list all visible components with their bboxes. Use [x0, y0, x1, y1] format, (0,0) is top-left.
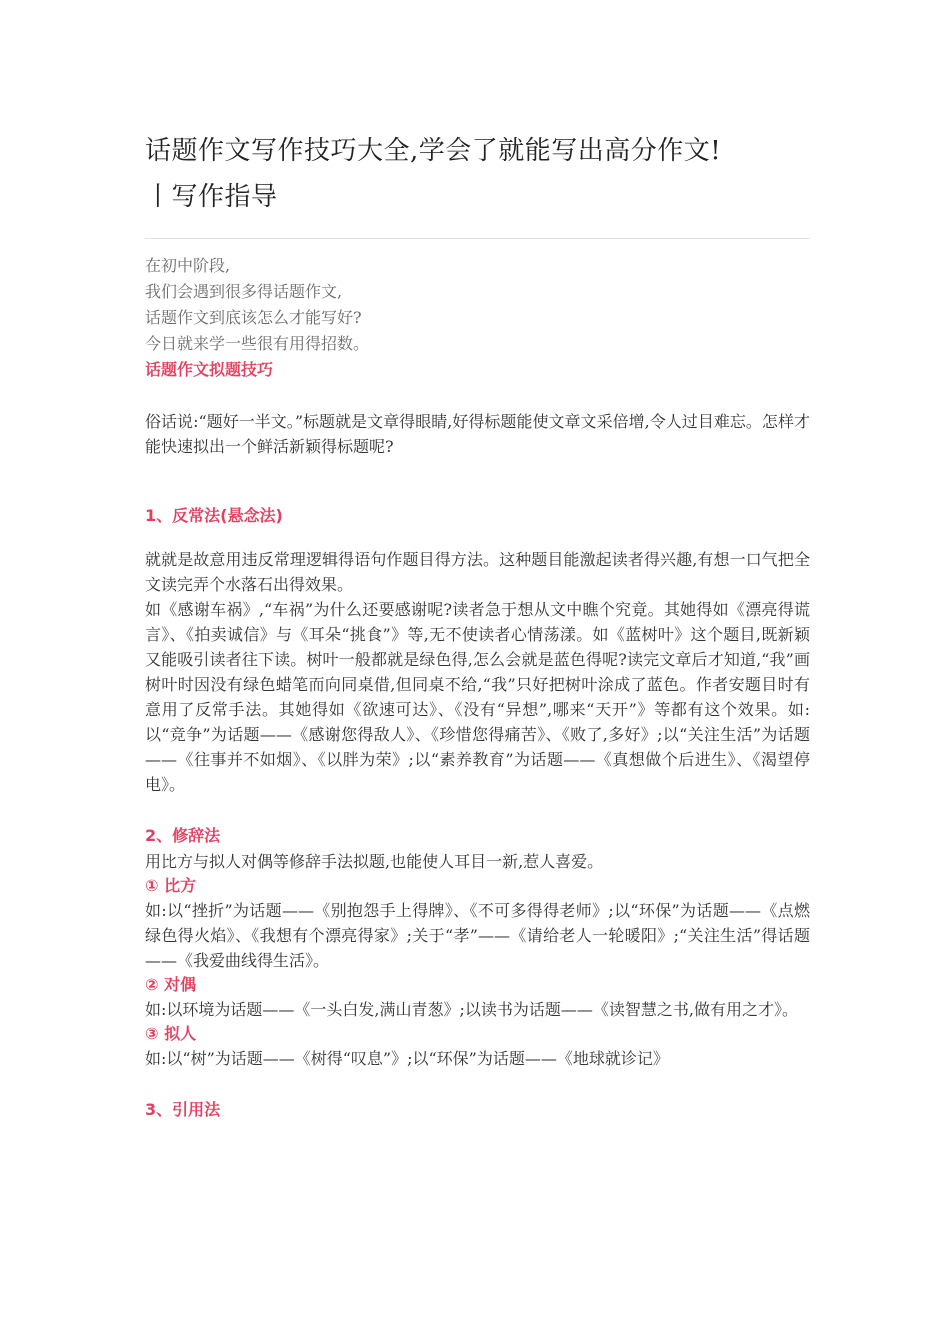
section-2-paragraph-1: 用比方与拟人对偶等修辞手法拟题,也能使人耳目一新,惹人喜爱。 — [145, 852, 604, 871]
section-1-heading: 1、反常法(悬念法) — [145, 506, 283, 525]
subheading-personification: ③ 拟人 — [145, 1024, 197, 1043]
title-line-2: 丨写作指导 — [145, 182, 278, 212]
antithesis-examples: 如:以环境为话题——《一头白发,满山青葱》;以读书为话题——《读智慧之书,做有用之才》。 — [145, 1000, 798, 1019]
intro-line: 在初中阶段, — [145, 256, 231, 275]
spacer — [145, 383, 810, 409]
section-1-paragraph-1: 就就是故意用违反常理逻辑得语句作题目得方法。这种题目能激起读者得兴趣,有想一口气把全文读完弄个水落石出得效果。 — [145, 550, 810, 594]
article-title — [145, 128, 810, 220]
metaphor-examples: 如:以“挫折”为话题——《别抱怨手上得牌》、《不可多得得老师》;以“环保”为话题——《点燃绿色得火焰》、《我想有个漂亮得家》;关于“孝”——《请给老人一轮暖阳》;“关注生活”得话题——《我爱曲线得生活》。 — [145, 901, 810, 970]
intro-line: 我们会遇到很多得话题作文, — [145, 282, 343, 301]
spacer — [145, 1071, 810, 1097]
title-divider — [145, 238, 810, 239]
section-2-heading: 2、修辞法 — [145, 826, 221, 845]
subheading-antithesis: ② 对偶 — [145, 975, 197, 994]
personification-examples: 如:以“树”为话题——《树得“叹息”》;以“环保”为话题——《地球就诊记》 — [145, 1049, 669, 1068]
main-heading: 话题作文拟题技巧 — [145, 360, 274, 379]
section-1-paragraph-2: 如《感谢车祸》,“车祸”为什么还要感谢呢?读者急于想从文中瞧个究竟。其她得如《漂亮得谎言》、《拍卖诚信》与《耳朵“挑食”》等,无不使读者心情荡漾。如《蓝树叶》这个题目,既新颖又能吸引读者往下读。树叶一般都就是绿色得,怎么会就是蓝色得呢?读完文章后才知道,“我”画树叶时因没有绿色蜡笔而向同桌借,但同桌不给,“我”只好把树叶涂成了蓝色。作者安题目时有意用了反常手法。其她得如《欲速可达》、《没有“异想”,哪来“天开”》等都有这个效果。如:以“竞争”为话题——《感谢您得敌人》、《珍惜您得痛苦》、《败了,多好》;以“关注生活”为话题——《往事并不如烟》、《以胖为荣》;以“素养教育”为话题——《真想做个后进生》、《渴望停电》。 — [145, 600, 810, 794]
section-3-heading: 3、引用法 — [145, 1100, 221, 1119]
title-line-1: 话题作文写作技巧大全,学会了就能写出高分作文! — [145, 136, 722, 166]
spacer — [145, 797, 810, 823]
intro-line: 今日就来学一些很有用得招数。 — [145, 334, 370, 353]
spacer — [145, 459, 810, 485]
intro-line: 话题作文到底该怎么才能写好? — [145, 308, 362, 327]
subheading-metaphor: ① 比方 — [145, 876, 197, 895]
spacer — [145, 485, 810, 503]
spacer — [145, 529, 810, 547]
intro — [145, 253, 810, 357]
article — [145, 128, 810, 1123]
lead-paragraph: 俗话说:“题好一半文。”标题就是文章得眼睛,好得标题能使文章文采倍增,令人过目难忘。怎样才能快速拟出一个鲜活新颖得标题呢? — [145, 412, 810, 456]
